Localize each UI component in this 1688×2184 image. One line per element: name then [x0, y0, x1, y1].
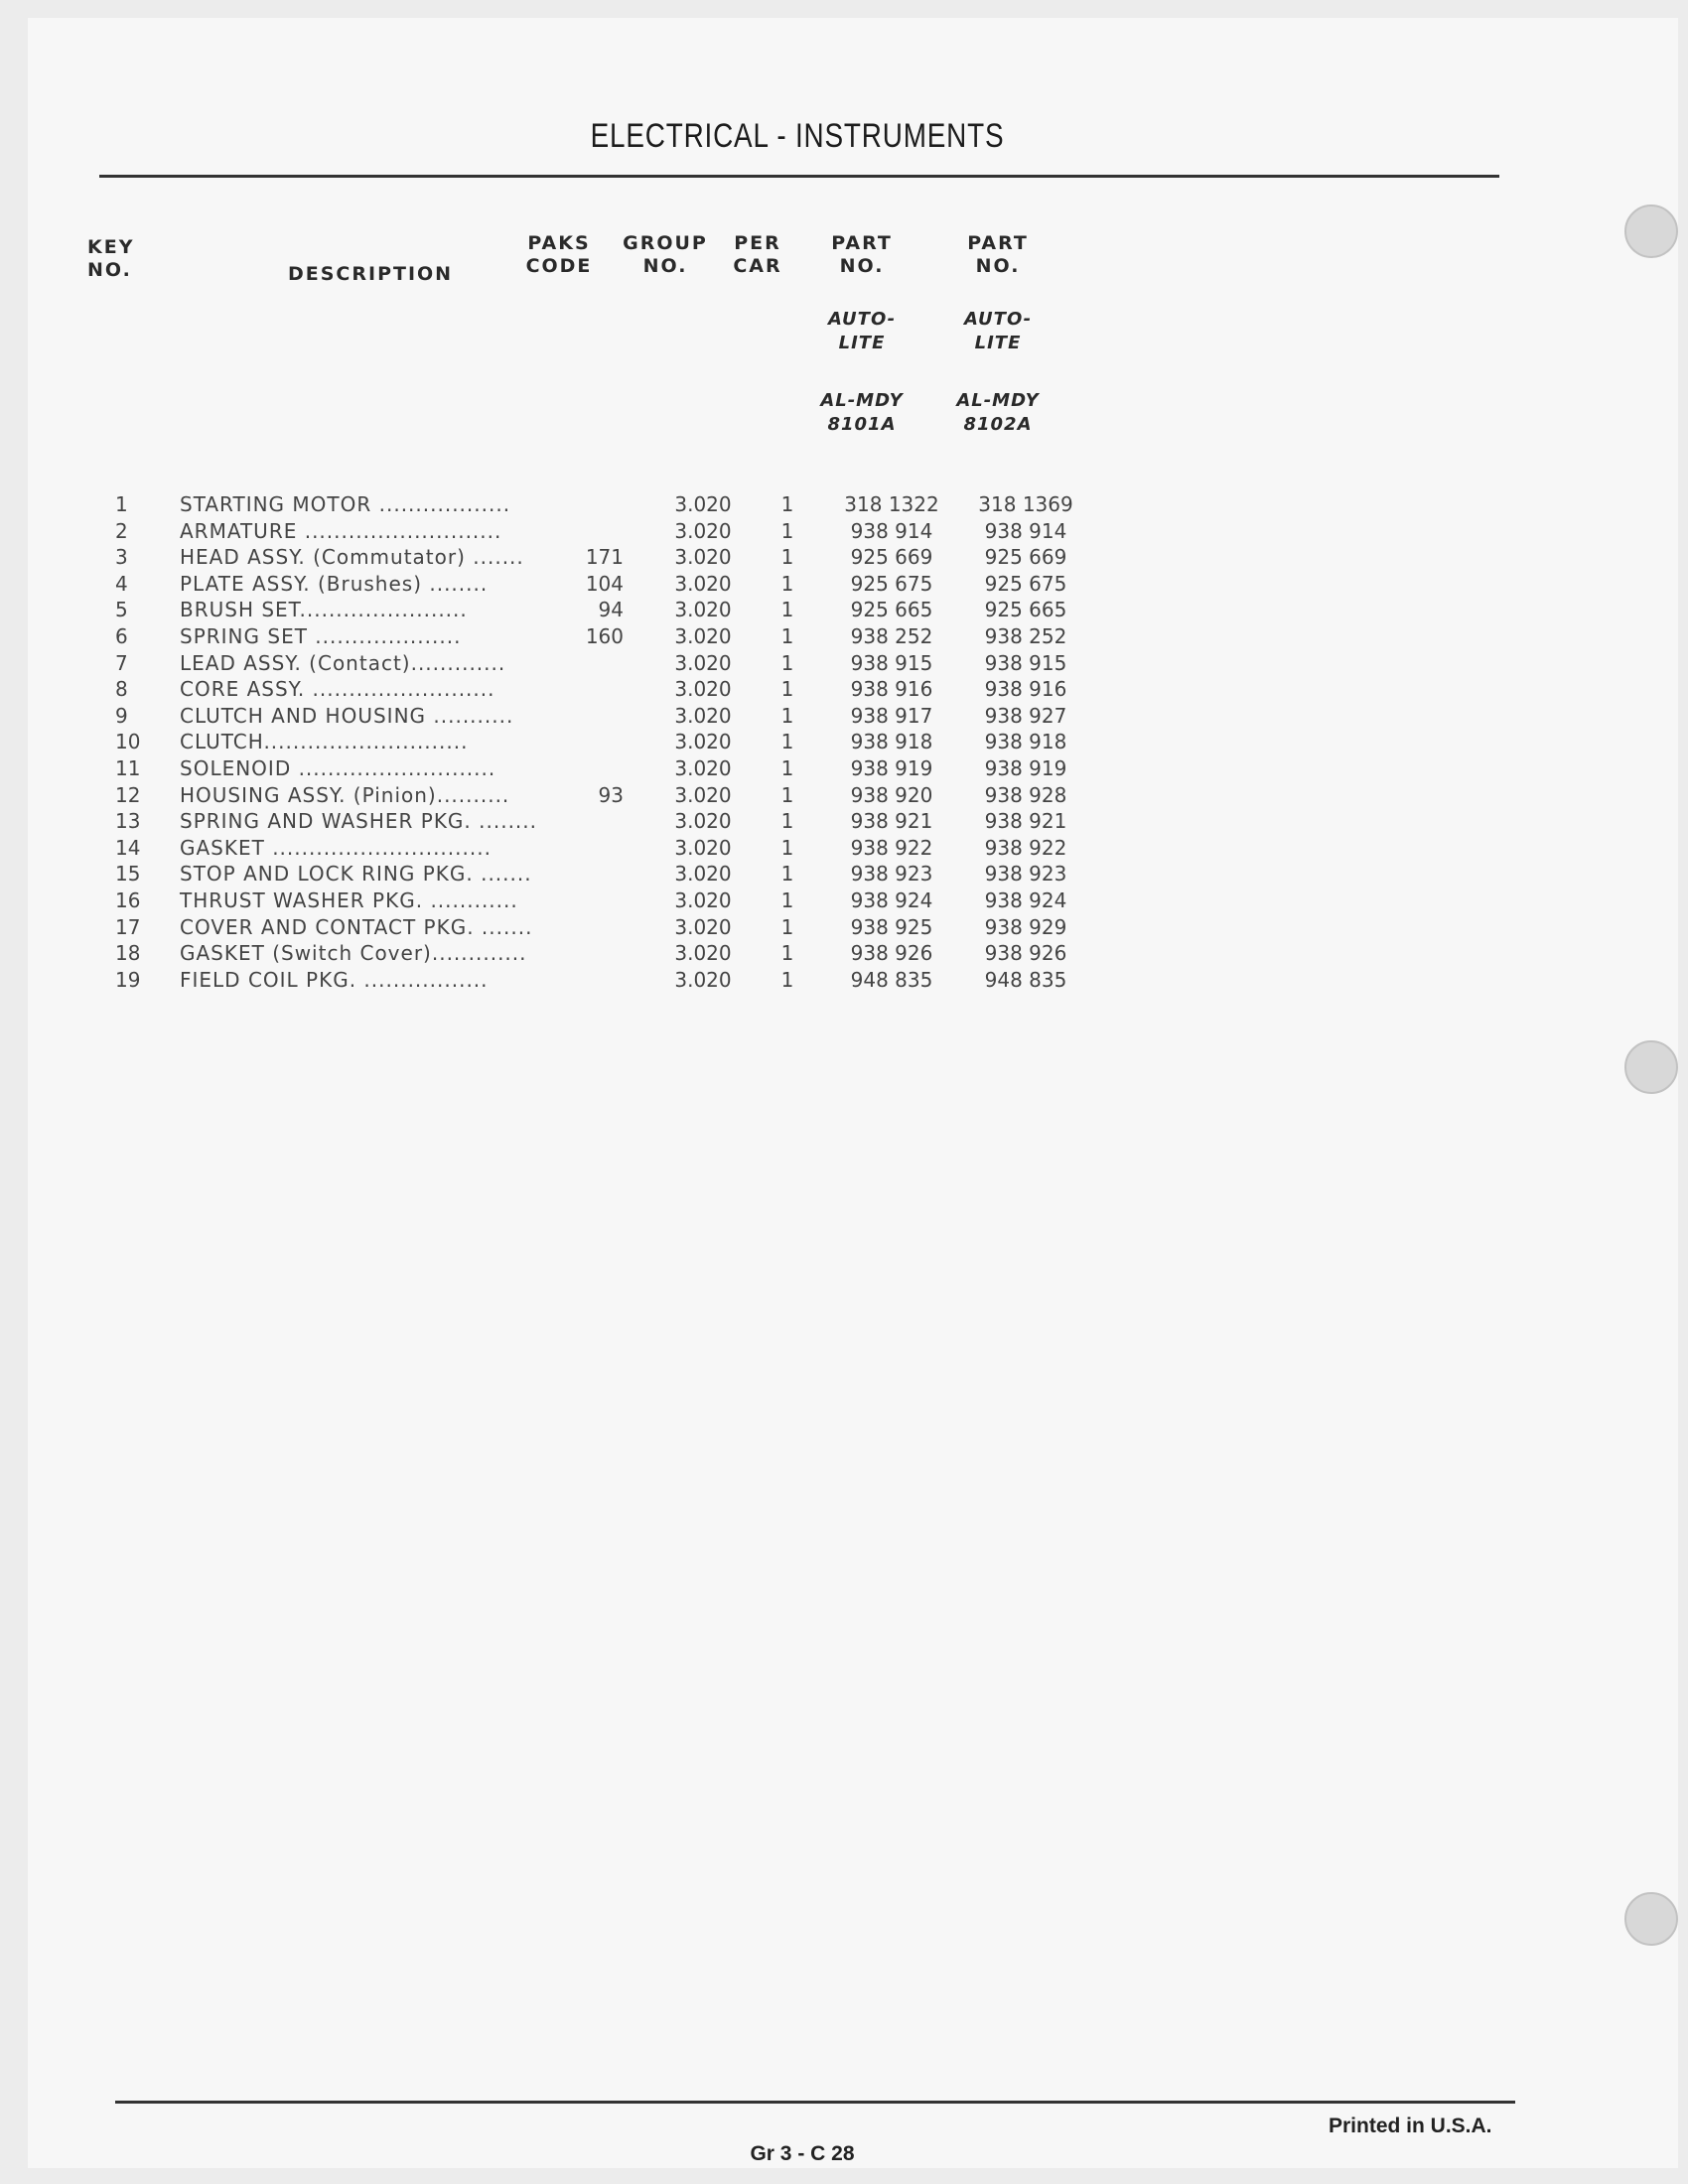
key-no: 10: [115, 730, 141, 754]
part-no-2: 938 914: [984, 518, 1067, 543]
description: HEAD ASSY. (Commutator) .......: [180, 545, 524, 570]
group-no: 3.020: [674, 518, 732, 543]
paks-code: 160: [585, 624, 624, 648]
header-description: DESCRIPTION: [288, 263, 454, 285]
header-key: KEY NO.: [87, 236, 135, 281]
group-no: 3.020: [674, 677, 732, 702]
key-no: 11: [115, 756, 141, 780]
part-no-2: 938 922: [984, 835, 1067, 860]
key-no: 18: [115, 941, 141, 966]
group-no: 3.020: [674, 703, 732, 728]
part-no-2: 925 665: [984, 598, 1067, 622]
header-per-car: PER CAR: [733, 232, 782, 277]
part-no-2: 938 924: [984, 888, 1067, 912]
header-group-no: GROUP NO.: [623, 232, 708, 277]
per-car: 1: [780, 598, 794, 622]
part2-model: AL-MDY 8102A: [956, 390, 1040, 435]
description: SOLENOID ...........................: [180, 756, 496, 780]
part2-make: AUTO- LITE: [963, 309, 1033, 353]
table-row: [28, 651, 1120, 677]
table-row: [28, 756, 1120, 782]
part-no-1: 938 924: [850, 888, 933, 912]
part1-model: AL-MDY 8101A: [820, 390, 904, 435]
part-no-2: 948 835: [984, 967, 1067, 992]
part-no-1: 938 915: [850, 650, 933, 675]
key-no: 13: [115, 809, 141, 834]
paks-code: 94: [598, 598, 624, 622]
table-row: [28, 836, 1120, 862]
description: CORE ASSY. .........................: [180, 677, 495, 702]
part-no-2: 938 927: [984, 703, 1067, 728]
part-no-1: 925 665: [850, 598, 933, 622]
table-row: [28, 598, 1120, 623]
per-car: 1: [780, 835, 794, 860]
binder-hole-top: [1624, 205, 1678, 258]
group-no: 3.020: [674, 492, 732, 516]
group-no: 3.020: [674, 809, 732, 834]
page-title: ELECTRICAL - INSTRUMENTS: [590, 117, 1005, 155]
key-no: 17: [115, 914, 141, 939]
table-row: [28, 677, 1120, 703]
part-no-1: 938 918: [850, 730, 933, 754]
part-no-2: 938 926: [984, 941, 1067, 966]
table-row: [28, 915, 1120, 941]
key-no: 3: [115, 545, 128, 570]
part-no-1: 938 917: [850, 703, 933, 728]
part-no-1: 948 835: [850, 967, 933, 992]
part-no-1: 938 925: [850, 914, 933, 939]
key-no: 16: [115, 888, 141, 912]
key-no: 6: [115, 624, 128, 648]
description: THRUST WASHER PKG. ............: [180, 888, 518, 912]
paks-code: 171: [585, 545, 624, 570]
title-rule: [99, 175, 1499, 178]
per-car: 1: [780, 571, 794, 596]
group-no: 3.020: [674, 650, 732, 675]
table-row: [28, 968, 1120, 994]
per-car: 1: [780, 888, 794, 912]
part-no-1: 925 675: [850, 571, 933, 596]
group-no: 3.020: [674, 571, 732, 596]
per-car: 1: [780, 650, 794, 675]
header-part-no-2: PART NO.: [967, 232, 1029, 277]
group-no: 3.020: [674, 756, 732, 780]
part-no-2: 938 928: [984, 782, 1067, 807]
description: SPRING SET ....................: [180, 624, 462, 648]
part-no-2: 938 923: [984, 862, 1067, 887]
per-car: 1: [780, 809, 794, 834]
per-car: 1: [780, 756, 794, 780]
group-no: 3.020: [674, 730, 732, 754]
table-row: [28, 572, 1120, 598]
per-car: 1: [780, 730, 794, 754]
part-no-2: 938 252: [984, 624, 1067, 648]
description: LEAD ASSY. (Contact).............: [180, 650, 506, 675]
group-no: 3.020: [674, 941, 732, 966]
table-row: [28, 888, 1120, 914]
group-no: 3.020: [674, 835, 732, 860]
part-no-2: 925 675: [984, 571, 1067, 596]
group-no: 3.020: [674, 967, 732, 992]
group-no: 3.020: [674, 914, 732, 939]
per-car: 1: [780, 782, 794, 807]
part-no-1: 938 919: [850, 756, 933, 780]
part-no-2: 925 669: [984, 545, 1067, 570]
group-no: 3.020: [674, 598, 732, 622]
binder-hole-bottom: [1624, 1892, 1678, 1946]
key-no: 8: [115, 677, 128, 702]
key-no: 14: [115, 835, 141, 860]
part-no-2: 938 919: [984, 756, 1067, 780]
page-number: Gr 3 - C 28: [750, 2142, 855, 2165]
part-no-1: 938 252: [850, 624, 933, 648]
part-no-2: 938 915: [984, 650, 1067, 675]
group-no: 3.020: [674, 624, 732, 648]
part-no-1: 938 921: [850, 809, 933, 834]
per-car: 1: [780, 703, 794, 728]
part-no-1: 938 916: [850, 677, 933, 702]
catalog-page: [28, 18, 1678, 2168]
printed-in-usa: Printed in U.S.A.: [1329, 2115, 1492, 2137]
description: CLUTCH AND HOUSING ...........: [180, 703, 514, 728]
part-no-1: 938 914: [850, 518, 933, 543]
description: BRUSH SET.......................: [180, 598, 468, 622]
part-no-2: 938 916: [984, 677, 1067, 702]
description: ARMATURE ...........................: [180, 518, 502, 543]
key-no: 19: [115, 967, 141, 992]
key-no: 15: [115, 862, 141, 887]
paks-code: 93: [598, 782, 624, 807]
part-no-1: 938 923: [850, 862, 933, 887]
per-car: 1: [780, 914, 794, 939]
key-no: 5: [115, 598, 128, 622]
key-no: 9: [115, 703, 128, 728]
group-no: 3.020: [674, 862, 732, 887]
per-car: 1: [780, 967, 794, 992]
table-row: [28, 783, 1120, 809]
group-no: 3.020: [674, 782, 732, 807]
description: GASKET ..............................: [180, 835, 492, 860]
description: CLUTCH............................: [180, 730, 469, 754]
description: PLATE ASSY. (Brushes) ........: [180, 571, 489, 596]
key-no: 12: [115, 782, 141, 807]
per-car: 1: [780, 545, 794, 570]
header-paks-code: PAKS CODE: [525, 232, 593, 277]
description: GASKET (Switch Cover).............: [180, 941, 527, 966]
per-car: 1: [780, 492, 794, 516]
per-car: 1: [780, 677, 794, 702]
per-car: 1: [780, 941, 794, 966]
key-no: 1: [115, 492, 128, 516]
per-car: 1: [780, 862, 794, 887]
group-no: 3.020: [674, 545, 732, 570]
description: HOUSING ASSY. (Pinion)..........: [180, 782, 510, 807]
table-row: [28, 492, 1120, 518]
table-row: [28, 519, 1120, 545]
part-no-1: 318 1322: [844, 492, 939, 516]
part-no-2: 938 929: [984, 914, 1067, 939]
table-row: [28, 704, 1120, 730]
description: STARTING MOTOR ..................: [180, 492, 511, 516]
footer-rule: [115, 2101, 1515, 2104]
per-car: 1: [780, 518, 794, 543]
table-row: [28, 545, 1120, 571]
paks-code: 104: [585, 571, 624, 596]
part-no-2: 318 1369: [978, 492, 1073, 516]
table-row: [28, 941, 1120, 967]
part-no-1: 938 922: [850, 835, 933, 860]
table-row: [28, 862, 1120, 887]
table-row: [28, 809, 1120, 835]
part-no-1: 938 926: [850, 941, 933, 966]
key-no: 2: [115, 518, 128, 543]
group-no: 3.020: [674, 888, 732, 912]
description: SPRING AND WASHER PKG. ........: [180, 809, 538, 834]
part1-make: AUTO- LITE: [827, 309, 897, 353]
description: STOP AND LOCK RING PKG. .......: [180, 862, 532, 887]
table-row: [28, 624, 1120, 650]
part-no-1: 938 920: [850, 782, 933, 807]
part-no-1: 925 669: [850, 545, 933, 570]
table-row: [28, 730, 1120, 755]
part-no-2: 938 921: [984, 809, 1067, 834]
per-car: 1: [780, 624, 794, 648]
part-no-2: 938 918: [984, 730, 1067, 754]
key-no: 7: [115, 650, 128, 675]
description: FIELD COIL PKG. .................: [180, 967, 489, 992]
header-part-no-1: PART NO.: [831, 232, 893, 277]
binder-hole-middle: [1624, 1040, 1678, 1094]
key-no: 4: [115, 571, 128, 596]
description: COVER AND CONTACT PKG. .......: [180, 914, 533, 939]
